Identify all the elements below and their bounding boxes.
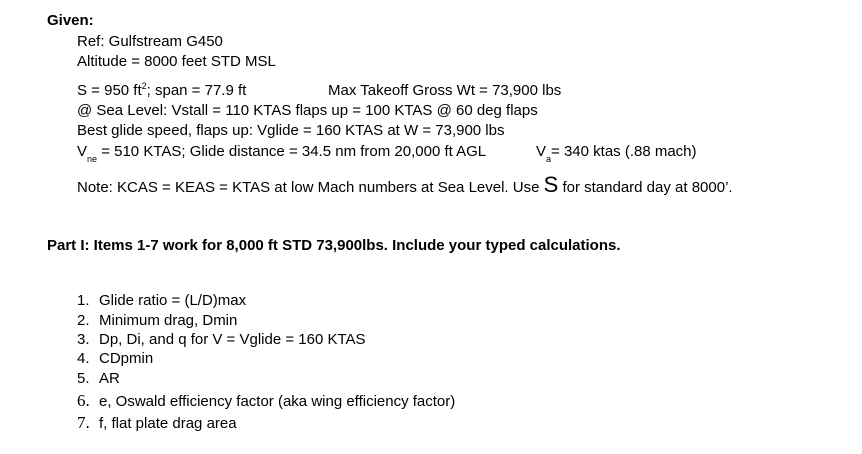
item-text: f, flat plate drag area bbox=[99, 415, 237, 432]
item-text: e, Oswald efficiency factor (aka wing efficiency factor) bbox=[99, 393, 456, 410]
given-heading: Given: bbox=[47, 12, 94, 29]
item-number: 5. bbox=[77, 370, 90, 387]
item-number: 1. bbox=[77, 292, 90, 309]
altitude-line: Altitude = 8000 feet STD MSL bbox=[77, 53, 276, 70]
wing-area-text: S = 950 ft bbox=[77, 82, 142, 99]
best-glide-line: Best glide speed, flaps up: Vglide = 160 KTAS at W = 73,900 lbs bbox=[77, 122, 505, 139]
sigma-symbol: S bbox=[543, 172, 559, 197]
note-suffix: for standard day at 8000’. bbox=[558, 179, 733, 196]
list-item bbox=[77, 331, 366, 348]
vne-symbol: V bbox=[77, 143, 88, 160]
item-text: CDpmin bbox=[99, 350, 154, 367]
item-number: 7. bbox=[77, 413, 90, 432]
va-symbol: V bbox=[536, 143, 547, 160]
list-item bbox=[77, 392, 455, 410]
list-item bbox=[77, 292, 246, 309]
item-number: 4. bbox=[77, 350, 90, 367]
item-text: Glide ratio = (L/D)max bbox=[99, 292, 247, 309]
ref-line: Ref: Gulfstream G450 bbox=[77, 33, 223, 50]
part1-heading: Part I: Items 1-7 work for 8,000 ft STD 73,900lbs. Include your typed calculations. bbox=[47, 237, 621, 254]
note-text: Note: KCAS = KEAS = KTAS at low Mach numbers at Sea Level. Use bbox=[77, 179, 544, 196]
list-item bbox=[77, 350, 153, 367]
vne-subscript: ne bbox=[87, 154, 98, 164]
va-line bbox=[536, 143, 697, 162]
wing-area-line bbox=[77, 82, 246, 101]
wing-area-exponent: 2 bbox=[141, 81, 147, 91]
item-number: 3. bbox=[77, 331, 90, 348]
va-text: = 340 ktas (.88 mach) bbox=[551, 143, 697, 160]
span-text: ; span = 77.9 ft bbox=[146, 82, 247, 99]
max-takeoff-line: Max Takeoff Gross Wt = 73,900 lbs bbox=[328, 82, 562, 99]
item-number: 6. bbox=[77, 391, 90, 410]
va-subscript: a bbox=[546, 154, 552, 164]
vne-text: = 510 KTAS; Glide distance = 34.5 nm from 20,000 ft AGL bbox=[97, 143, 487, 160]
item-text: Minimum drag, Dmin bbox=[99, 312, 238, 329]
item-text: AR bbox=[99, 370, 120, 387]
list-item bbox=[77, 414, 237, 432]
list-item bbox=[77, 312, 237, 329]
sea-level-line: @ Sea Level: Vstall = 110 KTAS flaps up = 100 KTAS @ 60 deg flaps bbox=[77, 102, 538, 119]
item-number: 2. bbox=[77, 312, 90, 329]
list-item bbox=[77, 370, 120, 387]
vne-line bbox=[77, 143, 486, 162]
item-text: Dp, Di, and q for V = Vglide = 160 KTAS bbox=[99, 331, 366, 348]
note-line bbox=[77, 172, 733, 197]
